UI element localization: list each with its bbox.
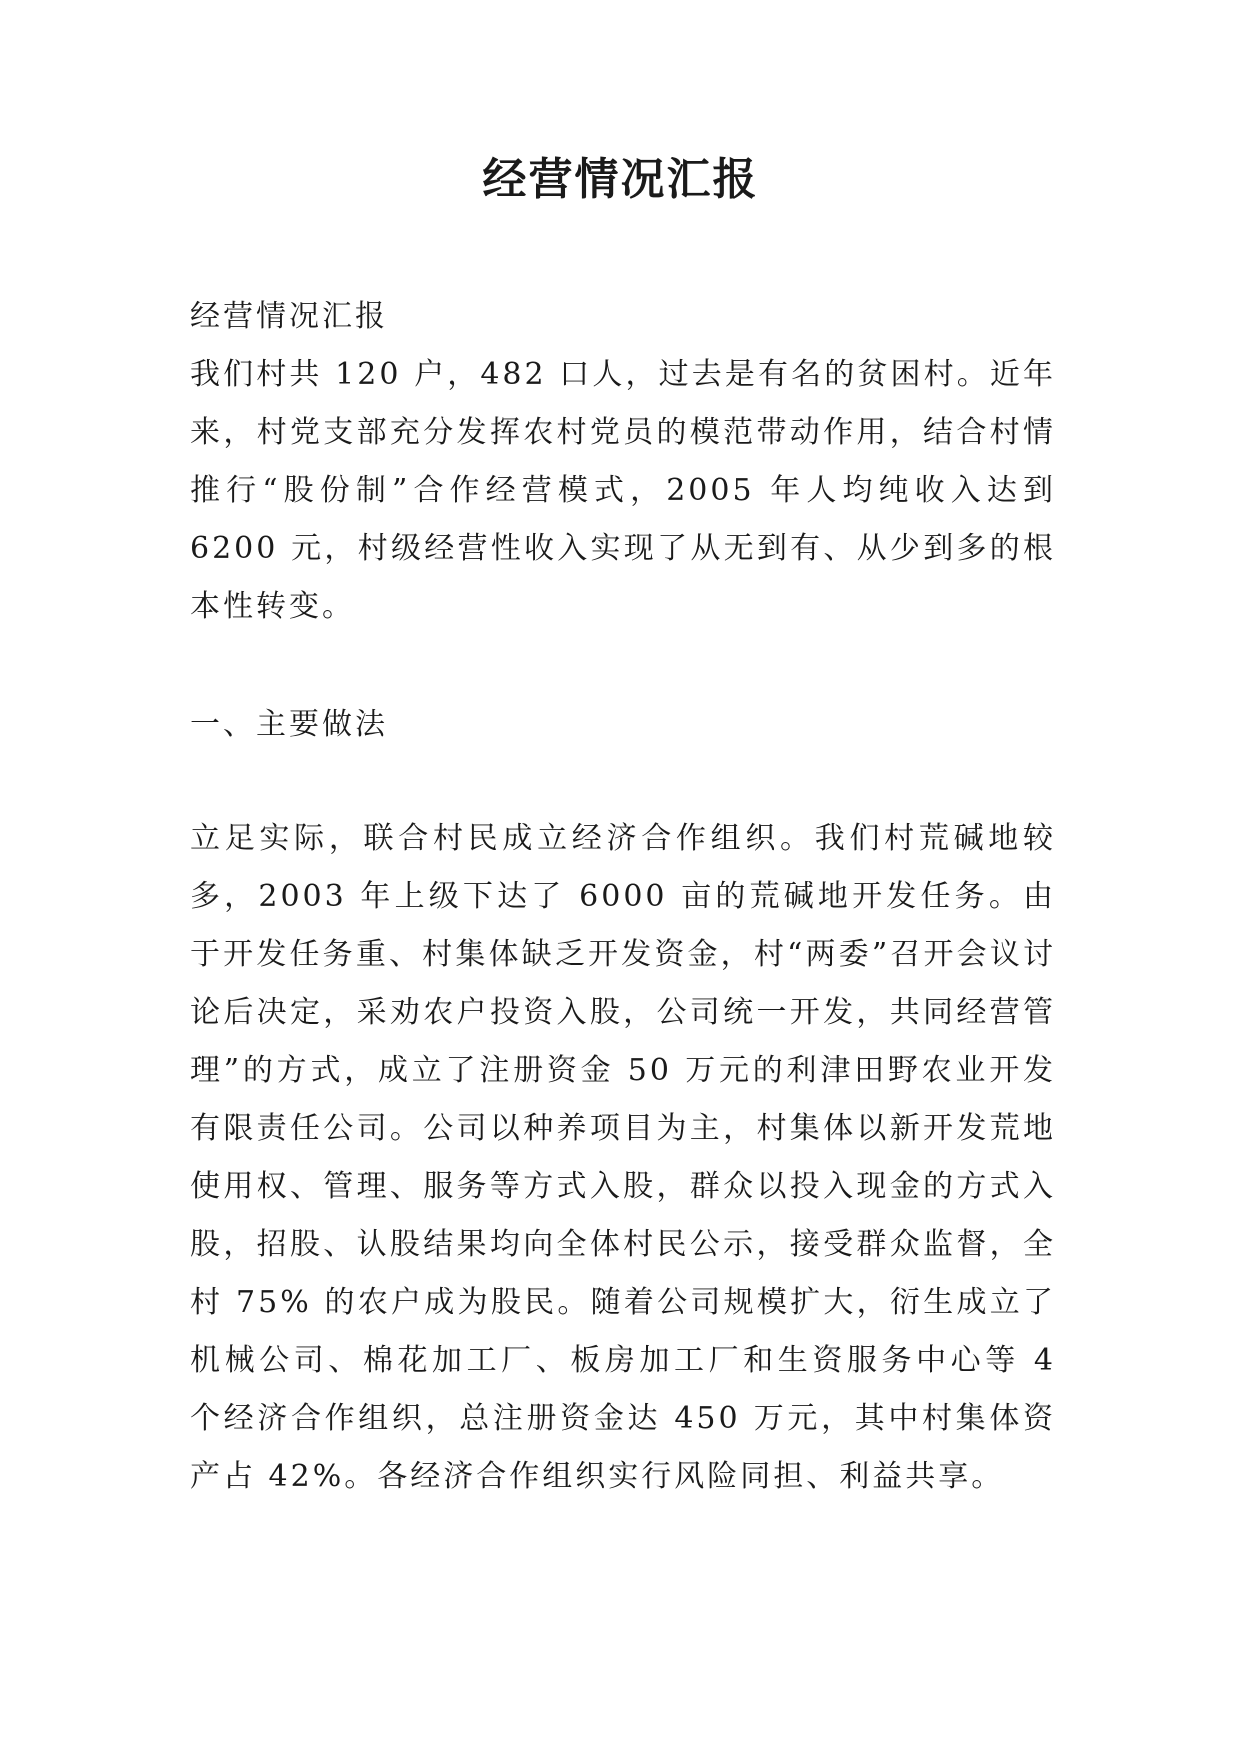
document-title: 经营情况汇报: [482, 154, 759, 205]
paragraph-practices: 立足实际，联合村民成立经济合作组织。我们村荒碱地较多，2003 年上级下达了 6000 亩的荒碱地开发任务。由于开发任务重、村集体缺乏开发资金，村“两委”召开会议讨论后决定，采劝农户投资入股，公司统一开发，共同经营管理”的方式，成立了注册资金 50 万元的利津田野农业开发有限责任公司。公司以种养项目为主，村集体以新开发荒地使用权、管理、服务等方式入股，群众以投入现金的方式入股，招股、认股结果均向全体村民公示，接受群众监督，全村 75% 的农户成为股民。随着公司规模扩大，衍生成立了机械公司、棉花加工厂、板房加工厂和生资服务中心等 4 个经济合作组织，总注册资金达 450 万元，其中村集体资产占 42%。各经济合作组织实行风险同担、利益共享。: [190, 821, 1056, 1494]
document-subtitle: 经营情况汇报: [190, 299, 388, 334]
paragraph-intro: 我们村共 120 户，482 口人，过去是有名的贫困村。近年来，村党支部充分发挥农村党员的模范带动作用，结合村情推行“股份制”合作经营模式，2005 年人均纯收入达到 6200 元，村级经营性收入实现了从无到有、从少到多的根本性转变。: [190, 357, 1056, 624]
section-heading-main-practices: 一、主要做法: [190, 707, 388, 742]
